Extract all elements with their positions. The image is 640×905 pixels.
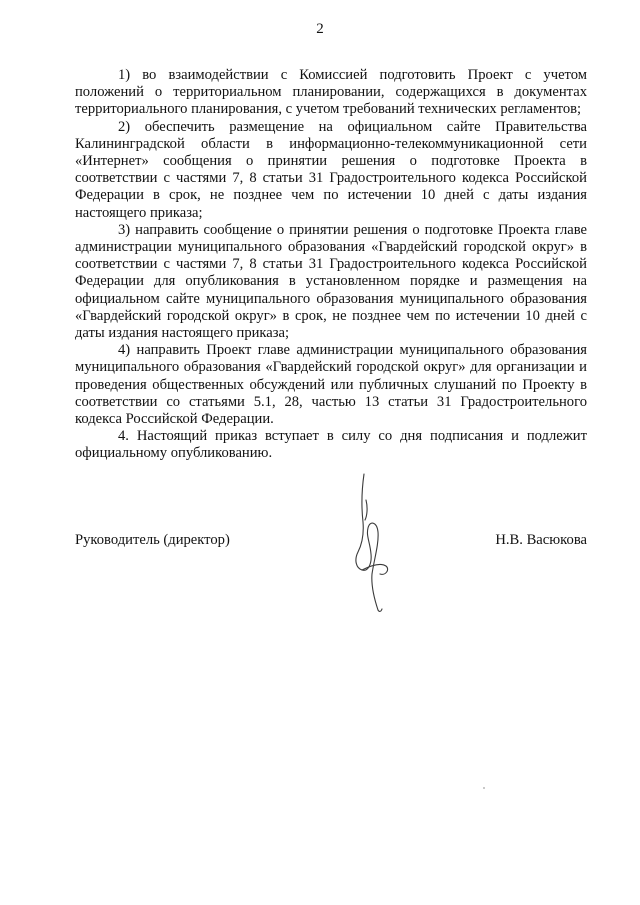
paragraph-item-2-publish-government-site: 2) обеспечить размещение на официальном сайте Правительства Калининградской области в информационно-телекоммуникационной сети «Интернет» сообщения о принятии решения о подготовке Проекта в соответствии с частями 7, 8 статьи 31 Градостроительного кодекса Российской Федерации в срок, не позднее чем по истечении 10 дней с даты издания настоящего приказа; [75, 118, 587, 221]
paragraph-item-3-notify-municipal-head: 3) направить сообщение о принятии решения о подготовке Проекта главе администрации муниципального образования «Гвардейский городской округ» в соответствии с частями 7, 8 статьи 31 Градостроительного кодекса Российской Федерации для опубликования в установленном порядке и размещения на официальном сайте муниципального образования муниципального образования «Гвардейский городской округ» в срок, не позднее чем по истечении 10 дней с даты издания настоящего приказа; [75, 221, 587, 342]
paragraph-item-4-send-project: 4) направить Проект главе администрации муниципального образования муниципального образования «Гвардейский городской округ» для организации и проведения общественных обсуждений или публичных слушаний по Проекту в соответствии со статьями 5.1, 28, частью 13 статьи 31 Градостроительного кодекса Российской Федерации. [75, 342, 587, 428]
handwritten-signature [350, 470, 400, 615]
scan-artifact-dot [483, 787, 485, 789]
document-body [75, 67, 587, 463]
signatory-role: Руководитель (директор) [75, 532, 230, 548]
page-number: 2 [316, 21, 324, 37]
paragraph-item-1-prepare-project: 1) во взаимодействии с Комиссией подготовить Проект с учетом положений о территориальном планировании, содержащихся в документах территориального планирования, с учетом требований технических регламентов; [75, 67, 587, 118]
paragraph-order-effective-date: 4. Настоящий приказ вступает в силу со дня подписания и подлежит официальному опубликованию. [75, 428, 587, 462]
signatory-name: Н.В. Васюкова [495, 532, 587, 548]
